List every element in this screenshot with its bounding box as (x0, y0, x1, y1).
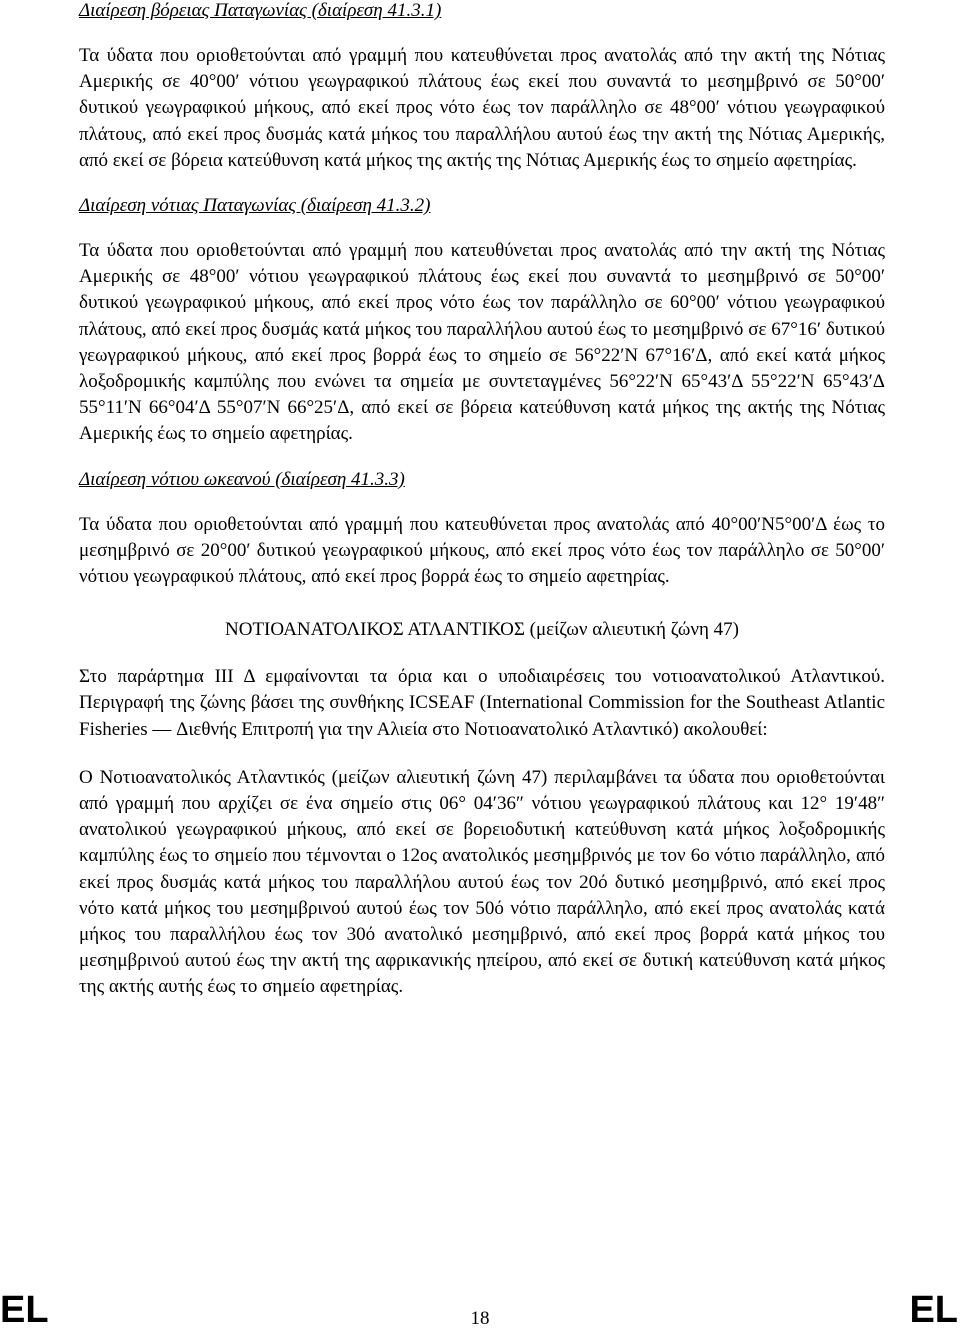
section-text-north-patagonia: Τα ύδατα που οριοθετούνται από γραμμή που κατευθύνεται προς ανατολάς από την ακτή της Νότιας Αμερικής σε 40°00′ νότιου γεωγραφικού πλάτους έως εκεί που συναντά το μεσημβρινό σε 50°00′ δυτικού γεωγραφικού μήκους, από εκεί προς νότο έως τον παράλληλο σε 48°00′ νότιου γεωγραφικού πλάτους, από εκεί προς δυσμάς κατά μήκος του παραλλήλου αυτού έως την ακτή της Νότιας Αμερικής, από εκεί σε βόρεια κατεύθυνση κατά μήκος της ακτής της Νότιας Αμερικής έως το σημείο αφετηρίας. (79, 45, 885, 171)
section-heading-north-patagonia: Διαίρεση βόρειας Παταγωνίας (διαίρεση 41.3.1) (79, 0, 442, 21)
section-heading-south-patagonia: Διαίρεση νότιας Παταγωνίας (διαίρεση 41.3.2) (79, 195, 431, 217)
footer-language-code-left: EL (0, 1289, 49, 1331)
footer-language-code-right: EL (909, 1289, 958, 1331)
page-number: 18 (470, 1308, 490, 1329)
section-text-south-ocean: Τα ύδατα που οριοθετούνται από γραμμή που κατευθύνεται προς ανατολάς από 40°00′N5°00′Δ έως το μεσημβρινό σε 20°00′ δυτικού γεωγραφικού μήκους, από εκεί προς νότο έως τον παράλληλο σε 50°00′ νότιου γεωγραφικού πλάτους, από εκεί προς βορρά έως το σημείο αφετηρίας. (79, 513, 885, 588)
southeast-atlantic-title: ΝΟΤΙΟΑΝΑΤΟΛΙΚΟΣ ΑΤΛΑΝΤΙΚΟΣ (μείζων αλιευτική ζώνη 47) (225, 619, 739, 641)
section-heading-south-ocean: Διαίρεση νότιου ωκεανού (διαίρεση 41.3.3) (79, 468, 405, 490)
section-text-south-patagonia: Τα ύδατα που οριοθετούνται από γραμμή που κατευθύνεται προς ανατολάς από την ακτή της Νότιας Αμερικής σε 48°00′ νότιου γεωγραφικού πλάτους έως εκεί που συναντά το μεσημβρινό σε 50°00′ δυτικού γεωγραφικού μήκους, από εκεί προς νότο έως τον παράλληλο σε 60°00′ νότιου γεωγραφικού πλάτους, από εκεί προς δυσμάς κατά μήκος του παραλλήλου αυτού έως το μεσημβρινό σε 67°16′ δυτικού γεωγραφικού μήκους, από εκεί προς βορρά έως το σημείο σε 56°22′N 67°16′Δ, από εκεί κατά μήκος λοξοδρομικής καμπύλης που ενώνει τα σημεία με συντεταγμένες 56°22′N 65°43′Δ 55°22′N 65°43′Δ 55°11′N 66°04′Δ 55°07′N 66°25′Δ, από εκεί σε βόρεια κατεύθυνση κατά μήκος της ακτής της Νότιας Αμερικής έως το σημείο αφετηρίας. (79, 240, 885, 445)
southeast-atlantic-description: Ο Νοτιοανατολικός Ατλαντικός (μείζων αλιευτική ζώνη 47) περιλαμβάνει τα ύδατα που οριοθετούνται από γραμμή που αρχίζει σε ένα σημείο στις 06° 04′36″ νότιου γεωγραφικού πλάτους και 12° 19′48″ ανατολικού γεωγραφικού μήκους, από εκεί σε βορειοδυτική κατεύθυνση κατά μήκος λοξοδρομικής καμπύλης έως το σημείο που τέμνονται ο 12ος ανατολικός μεσημβρινός με τον 6ο νότιο παράλληλο, από εκεί προς δυσμάς κατά μήκος του παραλλήλου αυτού έως τον 20ό δυτικό μεσημβρινό, από εκεί προς νότο κατά μήκος του μεσημβρινού αυτού έως τον 50ό νότιο παράλληλο, από εκεί προς ανατολάς κατά μήκος του παραλλήλου έως τον 30ό ανατολικό μεσημβρινό, από εκεί προς βορρά κατά μήκος του μεσημβρινού αυτού έως την ακτή της αφρικανικής ηπείρου, από εκεί σε δυτική κατεύθυνση κατά μήκος της ακτής αυτής έως το σημείο αφετηρίας. (79, 766, 885, 998)
document-body (79, 0, 885, 1001)
southeast-atlantic-intro: Στο παράρτημα ΙΙΙ Δ εμφαίνονται τα όρια και ο υποδιαιρέσεις του νοτιοανατολικού Ατλαντικού. Περιγραφή της ζώνης βάσει της συνθήκης ICSEAF (International Commission for the Southeast Atlantic Fisheries — Διεθνής Επιτροπή για την Αλιεία στο Νοτιοανατολικό Ατλαντικό) ακολουθεί: (79, 666, 885, 740)
